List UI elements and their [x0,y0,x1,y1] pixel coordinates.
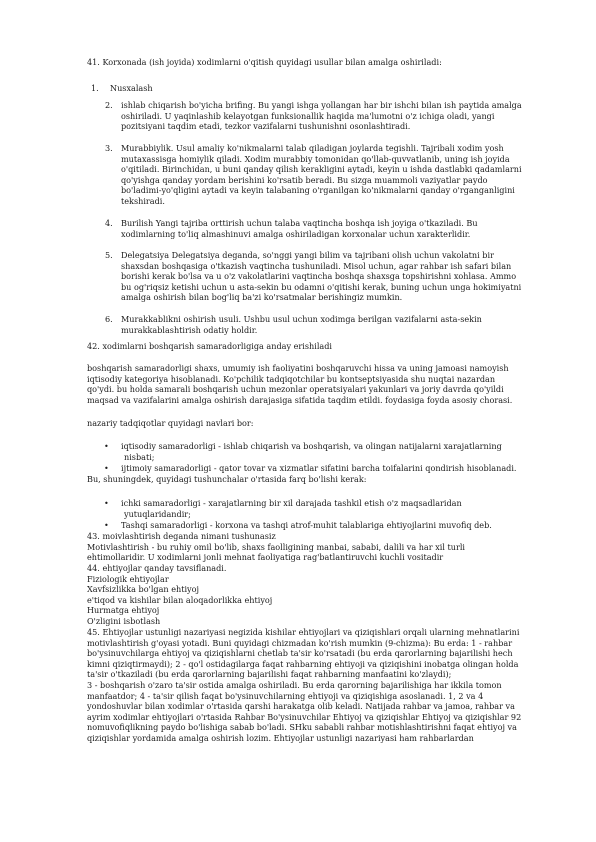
q45-block: 45. Ehtiyojlar ustunligi nazariyasi negizida kishilar ehtiyojlari va qiziqishlari orqali ularning mehnatlarini motivlashtirish g'oyasi yotadi. Buni quyidagi chizmadan ko'rish mumkin (9-chizma): Bu erda: 1 - rahbar bo'ysinuvchilarga ehtiyoj va qiziqishlarni chetlab ta'sir ko'rsatadi (bu erda qarorlarning bajarilishi hech kimni qiziqtirmaydi); 2 - qo'l ostidagilarga faqat rahbarning ehtiyoji va qiziqishini inobatga olingan holda ta'sir o'tkaziladi (bu erda qarorlarning bajarilishi faqat rahbarning manfaatini ko'zlaydi); 3 - boshqarish o'zaro ta'sir ostida amalga oshiriladi. Bu erda qarorning bajarilishiga har ikkila tomon manfaatdor; 4 - ta'sir qilish faqat bo'ysinuvchilarning ehtiyoji va qiziqishiga asoslanadi. 1, 2 va 4 yondoshuvlar bilan xodimlar o'rtasida qarshi harakatga olib keladi. Natijada rahbar va jamoa, rahbar va ayrim xodimlar ehtiyojlari o'rtasida Rahbar Bo'ysinuvchilar Ehtiyoj va qiziqishlar Ehtiyoj va qiziqishlar 92 nomuvofiqlikning paydo bo'lishiga sabab bo'ladi. SHku sababli rahbar motishlashtirishni faqat ehtiyoj va qiziqishlar yordamida amalga oshirish lozim. Ehtiyojlar ustunligi nazariyasi ham rahbarlardan [87,627,522,743]
list-number: 1. [91,83,99,93]
bullet-icon: • [104,463,109,473]
q42-theory-intro: nazariy tadqiqotlar quyidagi navlari bor: [87,418,254,428]
list-number: 2. [105,100,113,110]
list-item-text: Delegatsiya Delegatsiya deganda, so'nggi yangi bilim va tajribani olish uchun vakolatni bir shaxsdan boshqasiga o'tkazish vaqtincha tushuniladi. Misol uchun, agar rahbar ish safari bilan borishi kerak bo'lsa va u o'z vakolatlarini vaqtincha boshqa shaxsga topshirishni xohlasa. Ammo bu og'riqsiz ketishi uchun u asta-sekin bu odamni o'qitishi kerak, buning uchun unga hokimiyatni amalga oshirish bilan bog'liq ba'zi ko'rsatmalar berishingiz mumkin. [121,250,522,303]
q42-distinguish: Bu, shuningdek, quyidagi tushunchalar o'rtasida farq bo'lishi kerak: [87,474,367,484]
bullet-text: ichki samaradorligi - xarajatlarning bir xil darajada tashkil etish o'z maqsadlaridan yutuqlaridandir; [121,498,462,519]
q41-heading: 41. Korxonada (ish joyida) xodimlarni o'qitish quyidagi usullar bilan amalga oshiriladi: [87,57,442,67]
list-number: 5. [105,250,113,260]
list-item-text: Murakkablikni oshirish usuli. Ushbu usul uchun xodimga berilgan vazifalarni asta-sekin murakkablashtirish odatiy holdir. [121,314,482,335]
bullet-text: Tashqi samaradorligi - korxona va tashqi atrof-muhit talablariga ehtiyojlarini muvofiq deb. [121,520,492,530]
bullet-icon: • [104,498,109,508]
bullet-text: iqtisodiy samaradorligi - ishlab chiqarish va boshqarish, va olingan natijalarni xarajatlarning nisbati; [121,441,502,462]
q43-block: 43. moivlashtirish deganda nimani tushunasiz Motivlashtirish - bu ruhiy omil bo'lib, shaxs faolligining manbai, sababi, dalili va har xil turli ehtimollaridir. U xodimlarni jonli mehnat faoliyatiga rag'batlantiruvchi kuchli vositadir [87,531,466,563]
q44-block: 44. ehtiyojlar qanday tavsiflanadi. Fiziologik ehtiyojlar Xavfsizlikka bo'lgan ehtiyoj e'tiqod va kishilar bilan aloqadorlikka ehtiyoj Hurmatga ehtiyoj O'zligini isbotlash [87,563,273,626]
q42-paragraph: boshqarish samaradorligi shaxs, umumiy ish faoliyatini boshqaruvchi hissa va uning jamoasi namoyish iqtisodiy kategoriya hisoblanadi. Ko'pchilik tadqiqotchilar bu kontseptsiyasida shu nuqtai nazardan qo'ydi. bu holda samarali boshqarish uchun mezonlar operatsiyalari yakunlari va joriy davrda qo'yildi maqsad va vazifalarini amalga oshirish darajasiga sifatida taqdim etildi. foydasiga foyda asosiy chorasi. [87,363,513,405]
list-number: 6. [105,314,113,324]
bullet-icon: • [104,441,109,451]
q42-heading: 42. xodimlarni boshqarish samaradorligiga anday erishiladi [87,341,333,351]
bullet-icon: • [104,520,109,530]
bullet-text: ijtimoiy samaradorligi - qator tovar va xizmatlar sifatini barcha toifalarini qondirish hisoblanadi. [121,463,517,473]
list-number: 4. [105,218,113,228]
list-item-text: ishlab chiqarish bo'yicha brifing. Bu yangi ishga yollangan har bir ishchi bilan ish paytida amalga oshiriladi. U yaqinlashib kelayotgan funksionallik haqida ma'lumotni o'z ichiga oladi, yangi pozitsiyani taqdim etadi, tezkor vazifalarni tushunishni osonlashtiradi. [121,100,522,132]
list-item-text: Burilish Yangi tajriba orttirish uchun talaba vaqtincha boshqa ish joyiga o'tkaziladi. Bu xodimlarning to'liq almashinuvi amalga oshiriladigan korxonalar uchun xarakterlidir. [121,218,478,239]
list-item-text: Murabbiylik. Usul amaliy ko'nikmalarni talab qiladigan joylarda tegishli. Tajribali xodim yosh mutaxassisga homiylik qiladi. Xodim murabbiy tomonidan qo'llab-quvvatlanib, uning ish joyida o'qitiladi. Birinchidan, u buni qanday qilish kerakligini aytadi, keyin u ishda dastlabki qadamlarni qo'yishga qanday yordam berishini ko'rsatib beradi. Bu sizga muammoli vaziyatlar paydo bo'ladimi-yo'qligini aytadi va keyin talabaning o'rganilgan ko'nikmalarni qanday o'rganganligini tekshiradi. [121,143,522,206]
list-item-text: Nusxalash [110,83,153,93]
list-number: 3. [105,143,113,153]
